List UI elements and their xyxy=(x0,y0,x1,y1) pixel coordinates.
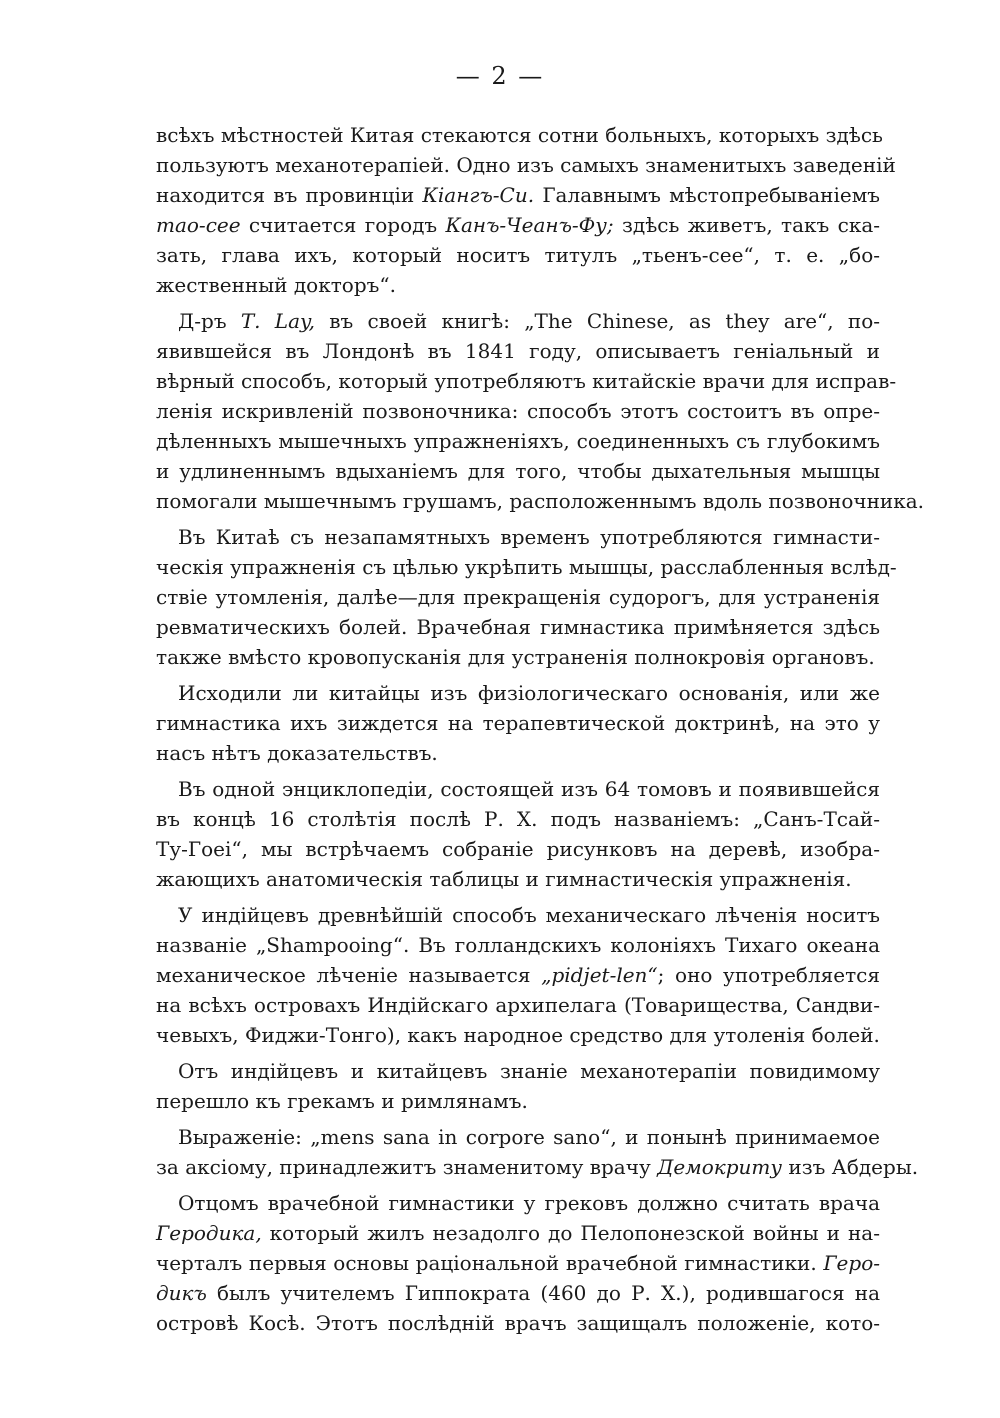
text-line xyxy=(156,426,880,456)
text-line xyxy=(156,960,880,990)
text-segment: ; оно употребляется xyxy=(657,963,880,987)
italic-text: Канъ-Чеанъ-Фу; xyxy=(445,213,614,237)
text-line xyxy=(156,612,880,642)
text-line xyxy=(156,582,880,612)
text-segment: Отъ индійцевъ и китайцевъ знаніе механотерапіи повидимому xyxy=(178,1059,880,1083)
text-line xyxy=(156,210,880,240)
italic-text: „pidjet-len“ xyxy=(541,963,658,987)
page-number: — 2 — xyxy=(455,62,545,90)
text-line xyxy=(156,990,880,1020)
text-segment: названіе „Shampooing“. Въ голландскихъ колоніяхъ Тихаго океана xyxy=(156,933,880,957)
text-segment: который жилъ незадолго до Пелопонезской войны и на- xyxy=(261,1221,880,1245)
italic-text: тао-сее xyxy=(156,213,241,237)
text-segment: всѣхъ мѣстностей Китая стекаются сотни больныхъ, которыхъ здѣсь xyxy=(156,123,883,147)
text-segment: Выраженіе: „mens sana in corpore sano“, и понынѣ принимаемое xyxy=(178,1125,880,1149)
text-line xyxy=(156,336,880,366)
text-segment: островѣ Косѣ. Этотъ послѣдній врачъ защищалъ положеніе, кото- xyxy=(156,1311,880,1335)
text-line xyxy=(156,738,880,768)
text-line xyxy=(156,708,880,738)
body-text xyxy=(156,120,925,1338)
text-line xyxy=(156,1152,919,1182)
italic-text: Геро- xyxy=(823,1251,880,1275)
italic-text: Кіангъ-Си. xyxy=(422,183,535,207)
text-line xyxy=(156,1218,880,1248)
text-segment: Въ Китаѣ съ незапамятныхъ временъ употребляются гимнасти- xyxy=(178,525,880,549)
text-line xyxy=(156,456,880,486)
text-segment: ческія упражненія съ цѣлью укрѣпить мышцы, расслабленныя вслѣд- xyxy=(156,555,897,579)
text-segment: находится въ провинціи xyxy=(156,183,423,207)
text-segment: вѣрный способъ, который употребляютъ китайскіе врачи для исправ- xyxy=(156,369,897,393)
text-segment: механическое лѣченіе называется xyxy=(156,963,542,987)
text-line xyxy=(156,774,880,804)
text-line xyxy=(156,1308,880,1338)
text-segment: пользуютъ механотерапіей. Одно изъ самыхъ знаменитыхъ заведеній xyxy=(156,153,896,177)
italic-text: дикъ xyxy=(156,1281,207,1305)
text-segment: помогали мышечнымъ грушамъ, расположеннымъ вдоль позвоночника. xyxy=(156,489,925,513)
text-segment: черталъ первыя основы раціональной врачебной гимнастики. xyxy=(156,1251,824,1275)
text-segment: дѣленныхъ мышечныхъ упражненіяхъ, соединенныхъ съ глубокимъ xyxy=(156,429,880,453)
text-line xyxy=(156,1056,880,1086)
italic-text: Демокриту xyxy=(657,1155,782,1179)
text-line xyxy=(156,522,880,552)
text-line xyxy=(156,270,880,300)
text-line xyxy=(156,1278,880,1308)
text-segment: чевыхъ, Фиджи-Тонго), какъ народное средство для утоленія болей. xyxy=(156,1023,880,1047)
text-segment: изъ Абдеры. xyxy=(782,1155,919,1179)
text-segment: Въ одной энциклопедіи, состоящей изъ 64 томовъ и появившейся xyxy=(178,777,880,801)
text-line xyxy=(156,306,880,336)
text-segment: ревматическихъ болей. Врачебная гимнастика примѣняется здѣсь xyxy=(156,615,880,639)
text-line xyxy=(156,678,880,708)
text-segment: ствіе утомленія, далѣе—для прекращенія судорогъ, для устраненія xyxy=(156,585,880,609)
text-line xyxy=(156,120,883,150)
text-line xyxy=(156,396,880,426)
text-line xyxy=(156,1122,880,1152)
text-line xyxy=(156,930,880,960)
text-line xyxy=(156,1248,880,1278)
text-segment: перешло къ грекамъ и римлянамъ. xyxy=(156,1089,528,1113)
text-segment: на всѣхъ островахъ Индійскаго архипелага (Товарищества, Сандви- xyxy=(156,993,880,1017)
text-line xyxy=(156,366,897,396)
text-segment: также вмѣсто кровопусканія для устраненія полнокровія органовъ. xyxy=(156,645,875,669)
text-line xyxy=(156,486,925,516)
text-line xyxy=(156,804,880,834)
text-segment: насъ нѣтъ доказательствъ. xyxy=(156,741,438,765)
text-line xyxy=(156,642,880,672)
text-line xyxy=(156,900,880,930)
text-segment: жающихъ анатомическія таблицы и гимнастическія упражненія. xyxy=(156,867,852,891)
text-segment: Исходили ли китайцы изъ физіологическаго основанія, или же xyxy=(178,681,880,705)
text-segment: явившейся въ Лондонѣ въ 1841 году, описываетъ геніальный и xyxy=(156,339,880,363)
text-segment: считается городъ xyxy=(240,213,446,237)
text-segment: зать, глава ихъ, который носитъ титулъ „тьенъ-сее“, т. е. „бо- xyxy=(156,243,880,267)
text-line xyxy=(156,1086,880,1116)
italic-text: Геродика, xyxy=(156,1221,262,1245)
text-line xyxy=(156,834,880,864)
text-segment: Ту-Гоеі“, мы встрѣчаемъ собраніе рисунковъ на деревѣ, изобра- xyxy=(156,837,880,861)
text-line xyxy=(156,552,897,582)
text-segment: гимнастика ихъ зиждется на терапевтической доктринѣ, на это у xyxy=(156,711,880,735)
text-segment: ленія искривленій позвоночника: способъ этотъ состоитъ въ опре- xyxy=(156,399,880,423)
text-line xyxy=(156,150,896,180)
text-segment: въ концѣ 16 столѣтія послѣ Р. Х. подъ названіемъ: „Санъ-Тсай- xyxy=(156,807,880,831)
text-segment: У индійцевъ древнѣйшій способъ механическаго лѣченія носитъ xyxy=(178,903,880,927)
text-segment: здѣсь живетъ, такъ ска- xyxy=(613,213,880,237)
text-segment: Д-ръ xyxy=(178,309,241,333)
text-segment: и удлиненнымъ вдыханіемъ для того, чтобы дыхательныя мышцы xyxy=(156,459,880,483)
italic-text: Т. Lay, xyxy=(240,309,316,333)
text-segment: Отцомъ врачебной гимнастики у грековъ должно считать врача xyxy=(178,1191,880,1215)
text-line xyxy=(156,1188,880,1218)
text-segment: въ своей книгѣ: „The Chinese, as they are“, по- xyxy=(315,309,881,333)
text-segment: былъ учителемъ Гиппократа (460 до Р. Х.), родившагося на xyxy=(206,1281,880,1305)
text-line xyxy=(156,864,880,894)
text-segment: за аксіому, принадлежитъ знаменитому врачу xyxy=(156,1155,658,1179)
text-line xyxy=(156,240,880,270)
text-line xyxy=(156,1020,880,1050)
text-segment: жественный докторъ“. xyxy=(156,273,396,297)
text-line xyxy=(156,180,880,210)
text-segment: Галавнымъ мѣстопребываніемъ xyxy=(534,183,880,207)
